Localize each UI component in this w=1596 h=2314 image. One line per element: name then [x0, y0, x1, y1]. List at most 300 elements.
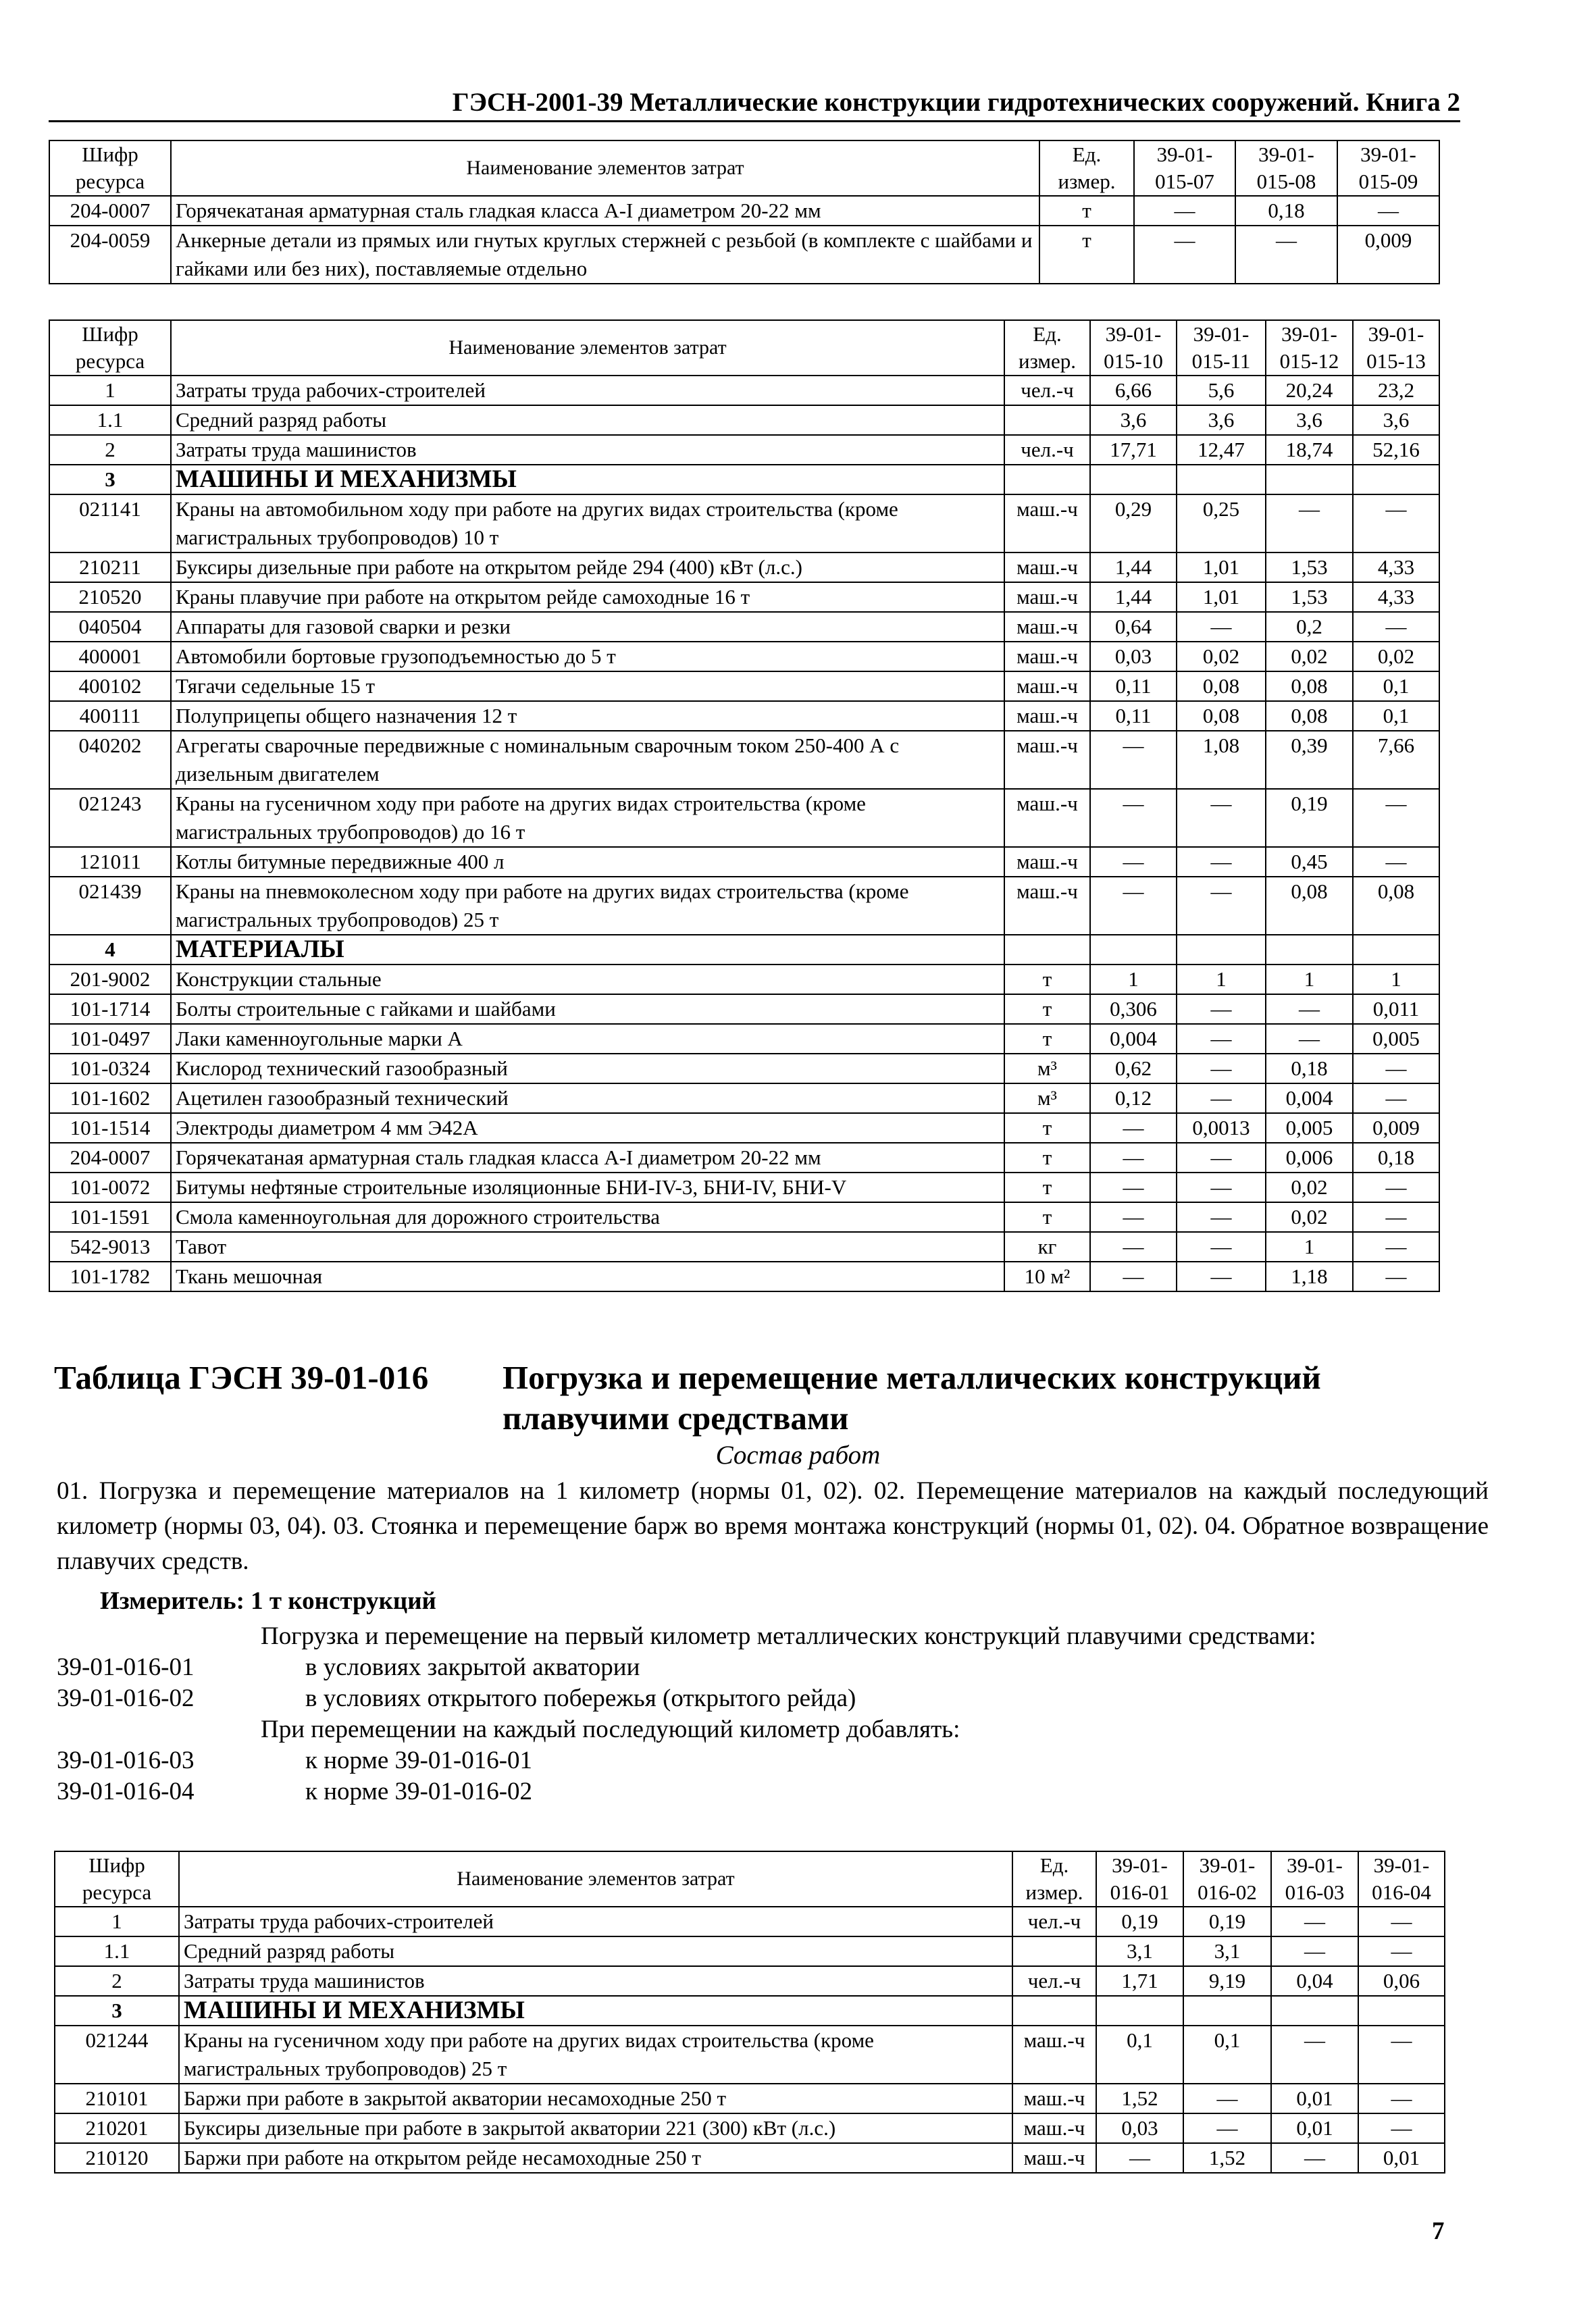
value-cell: 0,04 — [1271, 1966, 1358, 1996]
value-cell: — — [1177, 847, 1266, 877]
resource-code: 101-0072 — [49, 1173, 171, 1202]
value-cell: 0,08 — [1177, 671, 1266, 701]
value-cell: — — [1177, 1054, 1266, 1083]
unit-cell: т — [1004, 994, 1090, 1024]
value-cell: 6,66 — [1090, 376, 1177, 405]
unit-cell — [1012, 1936, 1096, 1966]
table-row — [49, 847, 1439, 877]
cost-element-name: Ткань мешочная — [171, 1262, 1004, 1291]
norm-code: 39-01-016-04 — [57, 1778, 195, 1805]
value-cell: — — [1134, 226, 1235, 284]
value-cell: 20,24 — [1266, 376, 1353, 405]
value-cell: 0,45 — [1266, 847, 1353, 877]
resource-code: 040202 — [49, 731, 171, 789]
unit-cell — [1004, 465, 1090, 494]
resource-code: 201-9002 — [49, 965, 171, 994]
unit-cell: т — [1004, 965, 1090, 994]
norm-header: 39-01- 016-04 — [1358, 1851, 1445, 1907]
value-cell: 0,005 — [1353, 1024, 1439, 1054]
value-cell: — — [1271, 1936, 1358, 1966]
table-row — [49, 642, 1439, 671]
works-heading: Состав работ — [715, 1441, 881, 1470]
table-id: Таблица ГЭСН 39-01-016 — [54, 1359, 429, 1396]
section-row — [49, 935, 1439, 965]
value-cell: — — [1271, 2026, 1358, 2084]
resource-code: 021141 — [49, 494, 171, 552]
value-cell: — — [1358, 1936, 1445, 1966]
norm-code: 39-01-016-03 — [57, 1747, 195, 1774]
value-cell: 0,1 — [1353, 701, 1439, 731]
resource-code: 400102 — [49, 671, 171, 701]
value-cell: 0,25 — [1177, 494, 1266, 552]
value-cell: 0,11 — [1090, 671, 1177, 701]
norm-header: 39-01- 016-02 — [1183, 1851, 1271, 1907]
value-cell — [1358, 1996, 1445, 2026]
resource-code: 021439 — [49, 877, 171, 935]
value-cell: — — [1183, 2113, 1271, 2143]
cost-element-name: Затраты труда рабочих-строителей — [171, 376, 1004, 405]
value-cell: — — [1358, 2113, 1445, 2143]
value-cell: 3,6 — [1177, 405, 1266, 435]
value-cell: 0,06 — [1358, 1966, 1445, 1996]
value-cell: — — [1353, 789, 1439, 847]
unit-cell: кг — [1004, 1232, 1090, 1262]
cost-element-name: МАШИНЫ И МЕХАНИЗМЫ — [179, 1996, 1012, 2026]
resource-code: 1 — [55, 1907, 179, 1936]
resource-code: 400001 — [49, 642, 171, 671]
table-row — [55, 1936, 1445, 1966]
norm-text: к норме 39-01-016-02 — [305, 1778, 533, 1805]
value-cell: 1,44 — [1090, 582, 1177, 612]
cost-element-name: Горячекатаная арматурная сталь гладкая класса А-I диаметром 20-22 мм — [171, 196, 1039, 226]
value-cell: — — [1096, 2143, 1183, 2173]
table-row — [55, 2113, 1445, 2143]
unit-cell: маш.-ч — [1012, 2143, 1096, 2173]
value-cell: 0,02 — [1353, 642, 1439, 671]
value-cell: 0,64 — [1090, 612, 1177, 642]
cost-element-name: Тавот — [171, 1232, 1004, 1262]
value-cell: — — [1090, 1232, 1177, 1262]
value-cell: — — [1090, 1202, 1177, 1232]
value-cell: 3,6 — [1353, 405, 1439, 435]
table-row — [49, 1202, 1439, 1232]
resource-code: 204-0007 — [49, 196, 171, 226]
resource-code: 400111 — [49, 701, 171, 731]
value-cell: — — [1353, 494, 1439, 552]
value-cell: — — [1177, 1202, 1266, 1232]
resource-code: 101-1602 — [49, 1083, 171, 1113]
unit-cell: т — [1039, 196, 1134, 226]
unit-cell: маш.-ч — [1004, 877, 1090, 935]
value-cell: — — [1358, 2084, 1445, 2113]
resource-code: 2 — [49, 435, 171, 465]
name-header: Наименование элементов затрат — [171, 140, 1039, 196]
value-cell: — — [1177, 1262, 1266, 1291]
cost-element-name: МАШИНЫ И МЕХАНИЗМЫ — [171, 465, 1004, 494]
unit-cell: т — [1004, 1173, 1090, 1202]
unit-header: Ед. измер. — [1004, 320, 1090, 376]
value-cell: — — [1358, 1907, 1445, 1936]
resource-code: 021244 — [55, 2026, 179, 2084]
value-cell: — — [1090, 789, 1177, 847]
value-cell: 1,52 — [1183, 2143, 1271, 2173]
cost-element-name: Тягачи седельные 15 т — [171, 671, 1004, 701]
cost-element-name: Анкерные детали из прямых или гнутых круглых стержней с резьбой (в комплекте с шайбами и гайками или без них), поставляемые отдельно — [171, 226, 1039, 284]
unit-cell: м³ — [1004, 1083, 1090, 1113]
cost-element-name: Электроды диаметром 4 мм Э42А — [171, 1113, 1004, 1143]
norm-text: в условиях закрытой акватории — [305, 1653, 640, 1681]
resource-code: 210520 — [49, 582, 171, 612]
value-cell: 0,011 — [1353, 994, 1439, 1024]
value-cell: 1,01 — [1177, 582, 1266, 612]
table-row — [49, 701, 1439, 731]
table-row — [49, 494, 1439, 552]
value-cell: 0,02 — [1266, 1173, 1353, 1202]
value-cell: — — [1353, 1202, 1439, 1232]
table-header-row — [49, 320, 1439, 376]
unit-cell: маш.-ч — [1004, 847, 1090, 877]
value-cell: — — [1353, 1173, 1439, 1202]
cost-element-name: Буксиры дизельные при работе на открытом рейде 294 (400) кВт (л.с.) — [171, 552, 1004, 582]
norm-header: 39-01- 015-08 — [1235, 140, 1337, 196]
cost-element-name: Кислород технический газообразный — [171, 1054, 1004, 1083]
value-cell — [1177, 935, 1266, 965]
unit-cell: маш.-ч — [1004, 582, 1090, 612]
table-row — [49, 1232, 1439, 1262]
cost-element-name: Битумы нефтяные строительные изоляционные БНИ-IV-3, БНИ-IV, БНИ-V — [171, 1173, 1004, 1202]
table-row — [49, 226, 1439, 284]
value-cell: 0,62 — [1090, 1054, 1177, 1083]
value-cell: 1,53 — [1266, 582, 1353, 612]
unit-cell: чел.-ч — [1004, 376, 1090, 405]
value-cell: 0,39 — [1266, 731, 1353, 789]
page-header: ГЭСН-2001-39 Металлические конструкции гидротехнических сооружений. Книга 2 — [49, 88, 1460, 122]
value-cell: — — [1353, 1262, 1439, 1291]
value-cell — [1096, 1996, 1183, 2026]
unit-cell: маш.-ч — [1004, 671, 1090, 701]
value-cell: 0,08 — [1266, 701, 1353, 731]
value-cell: — — [1337, 196, 1439, 226]
value-cell: 1 — [1353, 965, 1439, 994]
unit-cell: чел.-ч — [1012, 1966, 1096, 1996]
value-cell: 0,08 — [1266, 877, 1353, 935]
unit-cell: маш.-ч — [1004, 552, 1090, 582]
table-row — [49, 1024, 1439, 1054]
value-cell: 0,006 — [1266, 1143, 1353, 1173]
value-cell: — — [1235, 226, 1337, 284]
resource-code: 040504 — [49, 612, 171, 642]
value-cell: 0,18 — [1266, 1054, 1353, 1083]
table-row — [49, 877, 1439, 935]
resource-code: 101-0324 — [49, 1054, 171, 1083]
value-cell: 0,29 — [1090, 494, 1177, 552]
norm-code: 39-01-016-02 — [57, 1685, 195, 1712]
norm-header: 39-01- 015-09 — [1337, 140, 1439, 196]
resource-code: 1.1 — [55, 1936, 179, 1966]
value-cell: — — [1177, 789, 1266, 847]
value-cell: 0,1 — [1353, 671, 1439, 701]
value-cell: 3,6 — [1090, 405, 1177, 435]
value-cell: 9,19 — [1183, 1966, 1271, 1996]
unit-cell — [1012, 1996, 1096, 2026]
cost-element-name: Смола каменноугольная для дорожного строительства — [171, 1202, 1004, 1232]
value-cell: 0,009 — [1353, 1113, 1439, 1143]
value-cell: 0,18 — [1353, 1143, 1439, 1173]
unit-cell: маш.-ч — [1012, 2113, 1096, 2143]
norm-text: в условиях открытого побережья (открытого рейда) — [305, 1685, 856, 1712]
table-row — [49, 731, 1439, 789]
resource-code: 1.1 — [49, 405, 171, 435]
value-cell — [1090, 935, 1177, 965]
works-description: 01. Погрузка и перемещение материалов на 1 километр (нормы 01, 02). 02. Перемещение материалов на каждый последующий километр (нормы 03, 04). 03. Стоянка и перемещение барж во время монтажа конструкций (нормы 01, 02). 04. Обратное возвращение плавучих средств. — [57, 1477, 1489, 1575]
table-row — [55, 2084, 1445, 2113]
table-row — [49, 789, 1439, 847]
unit-cell: чел.-ч — [1004, 435, 1090, 465]
value-cell: — — [1177, 1232, 1266, 1262]
table-header-row — [55, 1851, 1445, 1907]
norm-header: 39-01- 015-10 — [1090, 320, 1177, 376]
resource-code: 1 — [49, 376, 171, 405]
value-cell: — — [1090, 1113, 1177, 1143]
table-39-01-016 — [54, 1851, 1445, 2174]
resource-code: 2 — [55, 1966, 179, 1996]
value-cell — [1353, 935, 1439, 965]
value-cell: — — [1177, 612, 1266, 642]
value-cell: 1,44 — [1090, 552, 1177, 582]
norm-text: к норме 39-01-016-01 — [305, 1747, 533, 1774]
table-row — [55, 1907, 1445, 1936]
unit-cell: маш.-ч — [1004, 642, 1090, 671]
value-cell: — — [1177, 1083, 1266, 1113]
cost-element-name: Краны на пневмоколесном ходу при работе на других видах строительства (кроме магистральных трубопроводов) 25 т — [171, 877, 1004, 935]
value-cell: — — [1090, 847, 1177, 877]
value-cell: 0,08 — [1266, 671, 1353, 701]
value-cell: — — [1177, 994, 1266, 1024]
unit-cell: маш.-ч — [1004, 789, 1090, 847]
unit-cell: м³ — [1004, 1054, 1090, 1083]
unit-cell: маш.-ч — [1012, 2026, 1096, 2084]
table-row — [55, 1966, 1445, 1996]
value-cell: 0,03 — [1090, 642, 1177, 671]
unit-cell: маш.-ч — [1004, 494, 1090, 552]
table-continuation — [49, 140, 1440, 284]
norm-intro: При перемещении на каждый последующий километр добавлять: — [261, 1716, 960, 1743]
norm-header: 39-01- 015-11 — [1177, 320, 1266, 376]
cost-element-name: Затраты труда машинистов — [171, 435, 1004, 465]
table-row — [49, 1173, 1439, 1202]
resource-code: 101-1714 — [49, 994, 171, 1024]
resource-code: 121011 — [49, 847, 171, 877]
value-cell: — — [1177, 1143, 1266, 1173]
code-header: Шифр ресурса — [49, 320, 171, 376]
value-cell: 0,12 — [1090, 1083, 1177, 1113]
value-cell — [1271, 1996, 1358, 2026]
norm-header: 39-01- 015-12 — [1266, 320, 1353, 376]
norm-header: 39-01- 016-01 — [1096, 1851, 1183, 1907]
cost-element-name: Автомобили бортовые грузоподъемностью до 5 т — [171, 642, 1004, 671]
table-header-row — [49, 140, 1439, 196]
cost-element-name: Краны на гусеничном ходу при работе на других видах строительства (кроме магистральных трубопроводов) 25 т — [179, 2026, 1012, 2084]
table-row — [49, 1262, 1439, 1291]
norm-intro: Погрузка и перемещение на первый километр металлических конструкций плавучими средствами: — [261, 1622, 1316, 1650]
value-cell: 1 — [1177, 965, 1266, 994]
value-cell: 3,1 — [1096, 1936, 1183, 1966]
table-row — [55, 2143, 1445, 2173]
resource-code: 3 — [55, 1996, 179, 2026]
unit-cell: т — [1004, 1024, 1090, 1054]
table-row — [49, 1143, 1439, 1173]
table-row — [49, 994, 1439, 1024]
norm-code: 39-01-016-01 — [57, 1653, 195, 1681]
value-cell — [1266, 465, 1353, 494]
table-row — [49, 1054, 1439, 1083]
value-cell: 0,11 — [1090, 701, 1177, 731]
cost-element-name: Котлы битумные передвижные 400 л — [171, 847, 1004, 877]
value-cell: 3,1 — [1183, 1936, 1271, 1966]
value-cell: 12,47 — [1177, 435, 1266, 465]
value-cell: — — [1134, 196, 1235, 226]
unit-cell: маш.-ч — [1004, 701, 1090, 731]
resource-code: 3 — [49, 465, 171, 494]
cost-element-name: МАТЕРИАЛЫ — [171, 935, 1004, 965]
resource-code: 204-0007 — [49, 1143, 171, 1173]
value-cell: 0,004 — [1266, 1083, 1353, 1113]
unit-cell — [1004, 405, 1090, 435]
value-cell: — — [1090, 1143, 1177, 1173]
value-cell: — — [1183, 2084, 1271, 2113]
resource-code: 101-1782 — [49, 1262, 171, 1291]
value-cell: 1 — [1266, 965, 1353, 994]
value-cell: 1,18 — [1266, 1262, 1353, 1291]
value-cell: 17,71 — [1090, 435, 1177, 465]
name-header: Наименование элементов затрат — [179, 1851, 1012, 1907]
value-cell: 0,009 — [1337, 226, 1439, 284]
value-cell: 3,6 — [1266, 405, 1353, 435]
table-name: Погрузка и перемещение металлических конструкций плавучими средствами — [503, 1359, 1321, 1437]
value-cell: 0,19 — [1096, 1907, 1183, 1936]
value-cell: — — [1266, 494, 1353, 552]
value-cell: — — [1266, 994, 1353, 1024]
value-cell: 0,0013 — [1177, 1113, 1266, 1143]
resource-code: 210201 — [55, 2113, 179, 2143]
unit-cell: чел.-ч — [1012, 1907, 1096, 1936]
unit-cell: т — [1039, 226, 1134, 284]
table-row — [49, 552, 1439, 582]
value-cell: 1 — [1090, 965, 1177, 994]
value-cell — [1177, 465, 1266, 494]
value-cell: — — [1353, 847, 1439, 877]
value-cell — [1353, 465, 1439, 494]
unit-cell: маш.-ч — [1004, 612, 1090, 642]
resource-code: 021243 — [49, 789, 171, 847]
table-row — [49, 965, 1439, 994]
table-row — [49, 671, 1439, 701]
value-cell: 1,71 — [1096, 1966, 1183, 1996]
value-cell: 0,08 — [1353, 877, 1439, 935]
unit-cell: 10 м² — [1004, 1262, 1090, 1291]
value-cell: 0,02 — [1266, 642, 1353, 671]
resource-code: 210211 — [49, 552, 171, 582]
resource-code: 210101 — [55, 2084, 179, 2113]
cost-element-name: Буксиры дизельные при работе в закрытой акватории 221 (300) кВт (л.с.) — [179, 2113, 1012, 2143]
value-cell: — — [1090, 1262, 1177, 1291]
value-cell: 52,16 — [1353, 435, 1439, 465]
resource-code: 542-9013 — [49, 1232, 171, 1262]
value-cell: — — [1358, 2026, 1445, 2084]
value-cell: 0,1 — [1183, 2026, 1271, 2084]
value-cell: 4,33 — [1353, 552, 1439, 582]
cost-element-name: Лаки каменноугольные марки А — [171, 1024, 1004, 1054]
value-cell — [1090, 465, 1177, 494]
value-cell: 0,02 — [1266, 1202, 1353, 1232]
code-header: Шифр ресурса — [49, 140, 171, 196]
table-row — [49, 1083, 1439, 1113]
norm-header: 39-01- 015-13 — [1353, 320, 1439, 376]
cost-element-name: Ацетилен газообразный технический — [171, 1083, 1004, 1113]
norm-header: 39-01- 016-03 — [1271, 1851, 1358, 1907]
resource-code: 101-0497 — [49, 1024, 171, 1054]
table-row — [49, 435, 1439, 465]
resource-code: 4 — [49, 935, 171, 965]
code-header: Шифр ресурса — [55, 1851, 179, 1907]
cost-element-name: Полуприцепы общего назначения 12 т — [171, 701, 1004, 731]
table-row — [49, 376, 1439, 405]
table-row — [49, 1113, 1439, 1143]
value-cell: 0,08 — [1177, 701, 1266, 731]
value-cell: — — [1090, 731, 1177, 789]
cost-element-name: Затраты труда рабочих-строителей — [179, 1907, 1012, 1936]
value-cell: 0,01 — [1271, 2084, 1358, 2113]
value-cell: 0,2 — [1266, 612, 1353, 642]
value-cell: — — [1271, 1907, 1358, 1936]
value-cell: 1,01 — [1177, 552, 1266, 582]
resource-code: 210120 — [55, 2143, 179, 2173]
name-header: Наименование элементов затрат — [171, 320, 1004, 376]
unit-cell: маш.-ч — [1004, 731, 1090, 789]
page-number: 7 — [1432, 2217, 1445, 2245]
value-cell: — — [1353, 1232, 1439, 1262]
value-cell — [1266, 935, 1353, 965]
value-cell: 0,18 — [1235, 196, 1337, 226]
value-cell: 1,52 — [1096, 2084, 1183, 2113]
value-cell: 1,53 — [1266, 552, 1353, 582]
value-cell: 0,19 — [1183, 1907, 1271, 1936]
table-row — [49, 405, 1439, 435]
value-cell: 7,66 — [1353, 731, 1439, 789]
unit-header: Ед. измер. — [1039, 140, 1134, 196]
table-row — [55, 2026, 1445, 2084]
unit-cell: т — [1004, 1113, 1090, 1143]
value-cell: 23,2 — [1353, 376, 1439, 405]
value-cell: — — [1177, 877, 1266, 935]
value-cell — [1183, 1996, 1271, 2026]
cost-element-name: Средний разряд работы — [171, 405, 1004, 435]
value-cell: 0,19 — [1266, 789, 1353, 847]
cost-element-name: Средний разряд работы — [179, 1936, 1012, 1966]
value-cell: 0,005 — [1266, 1113, 1353, 1143]
value-cell: 0,03 — [1096, 2113, 1183, 2143]
cost-element-name: Агрегаты сварочные передвижные с номинальным сварочным током 250-400 А с дизельным двигателем — [171, 731, 1004, 789]
measure-unit: Измеритель: 1 т конструкций — [100, 1587, 436, 1615]
cost-element-name: Болты строительные с гайками и шайбами — [171, 994, 1004, 1024]
resource-code: 101-1514 — [49, 1113, 171, 1143]
value-cell: — — [1266, 1024, 1353, 1054]
unit-cell: маш.-ч — [1012, 2084, 1096, 2113]
table-row — [49, 612, 1439, 642]
value-cell: 0,02 — [1177, 642, 1266, 671]
value-cell: 4,33 — [1353, 582, 1439, 612]
value-cell: 0,01 — [1358, 2143, 1445, 2173]
